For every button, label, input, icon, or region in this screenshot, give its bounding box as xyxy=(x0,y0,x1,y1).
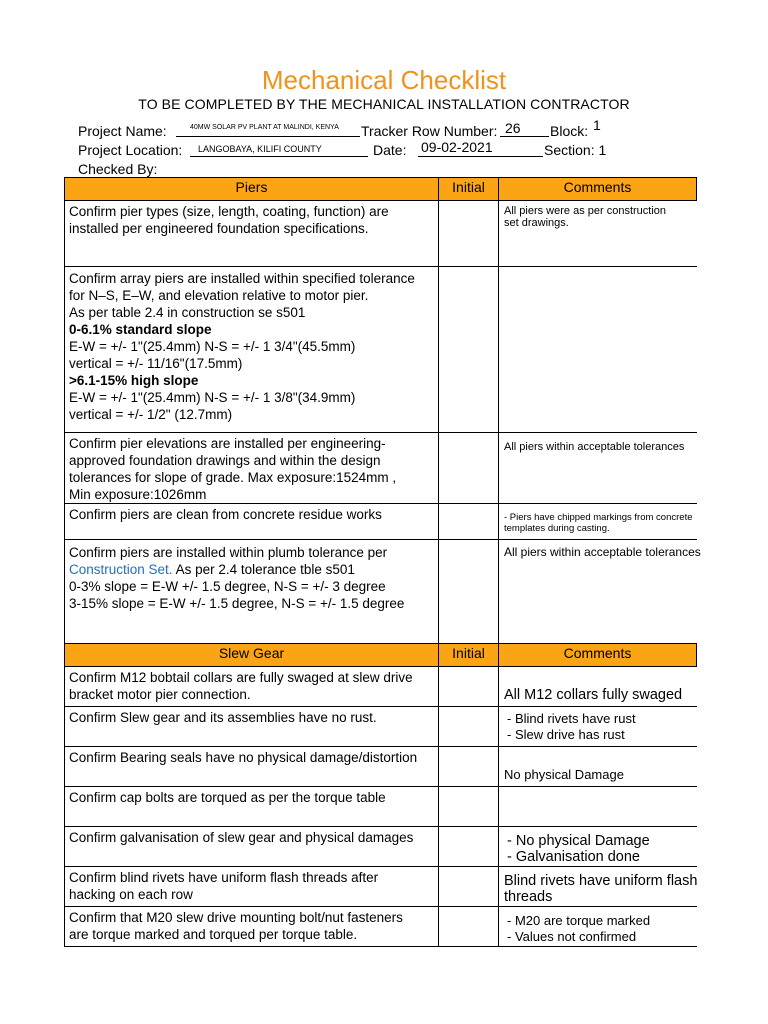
tracker-row-label: Tracker Row Number: xyxy=(361,123,498,139)
comment-text: set drawings. xyxy=(504,217,569,229)
initial-header: Initial xyxy=(439,178,499,201)
project-name-value[interactable]: 40MW SOLAR PV PLANT AT MALINDI, KENYA xyxy=(190,124,339,131)
task-text: Confirm piers are installed within plumb tolerance per xyxy=(69,545,388,560)
task-cell: Confirm Bearing seals have no physical damage/distortion xyxy=(65,747,439,787)
task-cell xyxy=(65,433,439,504)
task-cell: Confirm piers are clean from concrete residue works xyxy=(65,504,439,540)
comment-cell[interactable] xyxy=(499,267,697,433)
comment-text: threads xyxy=(504,889,553,905)
task-cell: Confirm galvanisation of slew gear and physical damages xyxy=(65,827,439,867)
initial-cell[interactable] xyxy=(439,907,499,947)
task-text: As per table 2.4 in construction se s501 xyxy=(69,305,306,320)
slew-gear-header: Slew Gear xyxy=(65,644,439,667)
task-text: 0-3% slope = E-W +/- 1.5 degree, N-S = +/- 3 degree xyxy=(69,579,386,594)
initial-cell[interactable] xyxy=(439,504,499,540)
task-cell xyxy=(65,540,439,644)
initial-cell[interactable] xyxy=(439,433,499,504)
task-cell xyxy=(65,867,439,907)
comment-text: - M20 are torque marked xyxy=(507,913,651,928)
task-cell xyxy=(65,907,439,947)
comment-cell[interactable] xyxy=(499,667,697,707)
initial-cell[interactable] xyxy=(439,747,499,787)
task-cell xyxy=(65,667,439,707)
initial-cell[interactable] xyxy=(439,867,499,907)
comments-header: Comments xyxy=(499,178,697,201)
comment-cell[interactable] xyxy=(499,747,697,787)
task-text: approved foundation drawings and within the design xyxy=(69,453,381,468)
task-text: Confirm that M20 slew drive mounting bolt/nut fasteners xyxy=(69,910,403,925)
date-underline xyxy=(418,156,543,157)
table-row xyxy=(65,667,697,707)
task-text: As per 2.4 tolerance tble s501 xyxy=(172,562,355,577)
table-row xyxy=(65,827,697,867)
initial-cell[interactable] xyxy=(439,707,499,747)
task-cell xyxy=(65,267,439,433)
comment-cell[interactable] xyxy=(499,707,697,747)
comment-cell[interactable] xyxy=(499,827,697,867)
initial-cell[interactable] xyxy=(439,827,499,867)
comment-text: All piers within acceptable tolerances xyxy=(504,441,685,453)
comment-text: - Slew drive has rust xyxy=(507,727,625,742)
task-text: Confirm pier elevations are installed per engineering- xyxy=(69,436,386,451)
comment-text: - No physical Damage xyxy=(507,833,650,849)
task-text: are torque marked and torqued per torque table. xyxy=(69,927,358,942)
initial-cell[interactable] xyxy=(439,201,499,267)
checklist-table xyxy=(64,177,701,947)
comment-text: All M12 collars fully swaged xyxy=(504,687,683,703)
table-row xyxy=(65,201,697,267)
project-name-underline xyxy=(176,136,360,137)
table-row xyxy=(65,747,697,787)
comment-cell[interactable] xyxy=(499,504,697,540)
comment-text: All piers were as per construction xyxy=(504,205,667,217)
checked-by-label: Checked By: xyxy=(78,161,158,177)
initial-cell[interactable] xyxy=(439,267,499,433)
comment-cell[interactable] xyxy=(499,201,697,267)
project-name-label: Project Name: xyxy=(78,123,167,139)
piers-header: Piers xyxy=(65,178,439,201)
page-title: Mechanical Checklist xyxy=(261,65,507,95)
comment-text: - Galvanisation done xyxy=(507,849,640,865)
slope-heading: 0-6.1% standard slope xyxy=(69,322,212,337)
task-text: vertical = +/- 11/16"(17.5mm) xyxy=(69,356,243,371)
comment-cell[interactable] xyxy=(499,787,697,827)
comment-text: templates during casting. xyxy=(504,523,610,534)
comment-text: All piers within acceptable tolerances xyxy=(504,545,701,559)
slope-heading: >6.1-15% high slope xyxy=(69,373,199,388)
comment-text: Blind rivets have uniform flash xyxy=(504,873,698,889)
table-row xyxy=(65,540,697,644)
table-row xyxy=(65,707,697,747)
project-location-label: Project Location: xyxy=(78,142,183,158)
block-value[interactable]: 1 xyxy=(593,117,601,133)
task-text: Confirm M12 bobtail collars are fully swaged at slew drive xyxy=(69,670,413,685)
task-text: E-W = +/- 1"(25.4mm) N-S = +/- 1 3/8"(34.9mm) xyxy=(69,390,356,405)
initial-header: Initial xyxy=(439,644,499,667)
table-row xyxy=(65,907,697,947)
task-text: tolerances for slope of grade. Max exposure:1524mm , xyxy=(69,470,397,485)
task-text: 3-15% slope = E-W +/- 1.5 degree, N-S = +/- 1.5 degree xyxy=(69,596,405,611)
construction-set-link[interactable]: Construction Set. xyxy=(69,562,173,577)
table-row xyxy=(65,433,697,504)
task-cell: Confirm cap bolts are torqued as per the torque table xyxy=(65,787,439,827)
task-text: Min exposure:1026mm xyxy=(69,487,207,502)
table-row xyxy=(65,787,697,827)
comment-cell[interactable] xyxy=(499,540,701,644)
section-label: Section: 1 xyxy=(544,142,607,158)
page-subtitle: TO BE COMPLETED BY THE MECHANICAL INSTALLATION CONTRACTOR xyxy=(138,96,630,112)
table-row xyxy=(65,504,697,540)
task-cell: Confirm Slew gear and its assemblies have no rust. xyxy=(65,707,439,747)
task-text: Confirm blind rivets have uniform flash threads after xyxy=(69,870,379,885)
comment-cell[interactable] xyxy=(499,433,697,504)
project-location-value[interactable]: LANGOBAYA, KILIFI COUNTY xyxy=(198,144,322,154)
table-row xyxy=(65,867,697,907)
comments-header: Comments xyxy=(499,644,697,667)
date-value[interactable]: 09-02-2021 xyxy=(421,139,493,155)
tracker-row-value[interactable]: 26 xyxy=(505,120,521,136)
task-text: hacking on each row xyxy=(69,887,193,902)
tracker-row-underline xyxy=(500,136,549,137)
block-label: Block: xyxy=(550,123,589,139)
initial-cell[interactable] xyxy=(439,667,499,707)
task-text: vertical = +/- 1/2" (12.7mm) xyxy=(69,407,233,422)
comment-text: - Values not confirmed xyxy=(507,929,637,944)
project-location-underline xyxy=(190,156,368,157)
initial-cell[interactable] xyxy=(439,787,499,827)
comment-text: - Piers have chipped markings from concrete xyxy=(504,512,693,523)
task-cell: Confirm pier types (size, length, coating, function) are installed per engineered foundation specifications. xyxy=(65,201,439,267)
comment-text: No physical Damage xyxy=(504,767,624,782)
task-text: Confirm array piers are installed within specified tolerance xyxy=(69,271,415,286)
comment-cell[interactable] xyxy=(499,907,697,947)
task-text: for N–S, E–W, and elevation relative to motor pier. xyxy=(69,288,369,303)
piers-header-row xyxy=(65,178,697,201)
comment-text: - Blind rivets have rust xyxy=(507,711,636,726)
table-row xyxy=(65,267,697,433)
task-text: bracket motor pier connection. xyxy=(69,687,251,702)
initial-cell[interactable] xyxy=(439,540,499,644)
date-label: Date: xyxy=(373,142,407,158)
task-text: E-W = +/- 1"(25.4mm) N-S = +/- 1 3/4"(45.5mm) xyxy=(69,339,356,354)
comment-cell[interactable] xyxy=(499,867,697,907)
slew-header-row xyxy=(65,644,697,667)
